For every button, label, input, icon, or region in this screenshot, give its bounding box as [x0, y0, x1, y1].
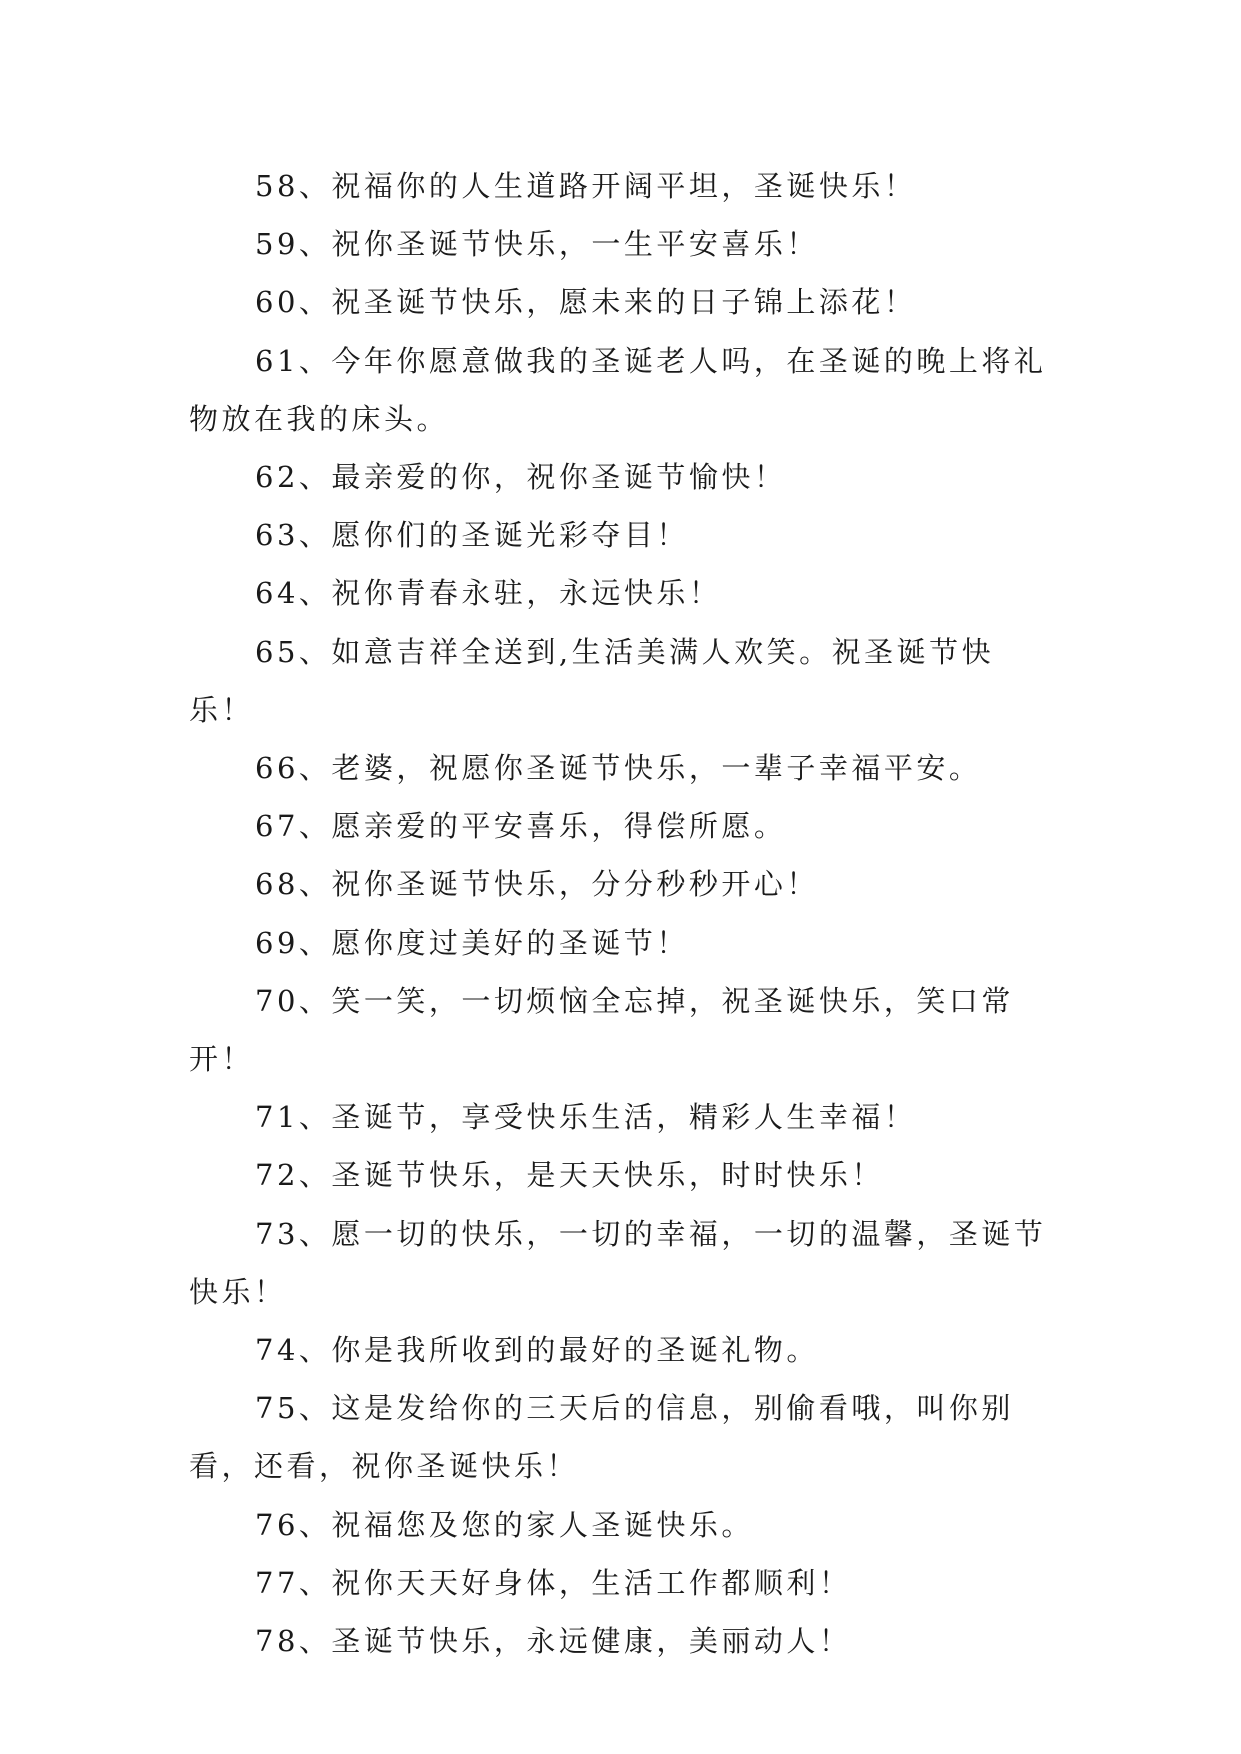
paragraph-70: 70、笑一笑，一切烦恼全忘掉，祝圣诞快乐，笑口常开！ [189, 983, 1014, 1077]
paragraph-66: 66、老婆，祝愿你圣诞节快乐，一辈子幸福平安。 [255, 751, 982, 786]
paragraph-68: 68、祝你圣诞节快乐，分分秒秒开心！ [255, 867, 819, 902]
paragraph-60: 60、祝圣诞节快乐，愿未来的日子锦上添花！ [255, 285, 917, 320]
paragraph-75: 75、这是发给你的三天后的信息，别偷看哦，叫你别看，还看，祝你圣诞快乐！ [189, 1391, 1014, 1484]
paragraph-62: 62、最亲爱的你，祝你圣诞节愉快！ [255, 460, 787, 495]
document-body [189, 157, 1051, 1670]
paragraph-64: 64、祝你青春永驻，永远快乐！ [255, 576, 722, 611]
paragraph-69: 69、愿你度过美好的圣诞节！ [255, 925, 689, 960]
paragraph-63: 63、愿你们的圣诞光彩夺目！ [255, 518, 689, 553]
paragraph-65: 65、如意吉祥全送到,生活美满人欢笑。祝圣诞节快乐！ [189, 634, 995, 727]
paragraph-73: 73、愿一切的快乐，一切的幸福，一切的温馨，圣诞节快乐！ [189, 1216, 1047, 1309]
paragraph-76: 76、祝福您及您的家人圣诞快乐。 [255, 1507, 754, 1542]
paragraph-78: 78、圣诞节快乐，永远健康，美丽动人！ [255, 1624, 852, 1659]
paragraph-61: 61、今年你愿意做我的圣诞老人吗，在圣诞的晚上将礼物放在我的床头。 [189, 343, 1047, 436]
paragraph-72: 72、圣诞节快乐，是天天快乐，时时快乐！ [255, 1158, 884, 1193]
paragraph-71: 71、圣诞节，享受快乐生活，精彩人生幸福！ [255, 1100, 917, 1135]
paragraph-74: 74、你是我所收到的最好的圣诞礼物。 [255, 1333, 819, 1368]
paragraph-58: 58、祝福你的人生道路开阔平坦，圣诞快乐！ [255, 169, 917, 203]
paragraph-59: 59、祝你圣诞节快乐，一生平安喜乐！ [255, 227, 819, 262]
paragraph-67: 67、愿亲爱的平安喜乐，得偿所愿。 [255, 809, 787, 844]
paragraph-77: 77、祝你天天好身体，生活工作都顺利！ [255, 1565, 852, 1600]
